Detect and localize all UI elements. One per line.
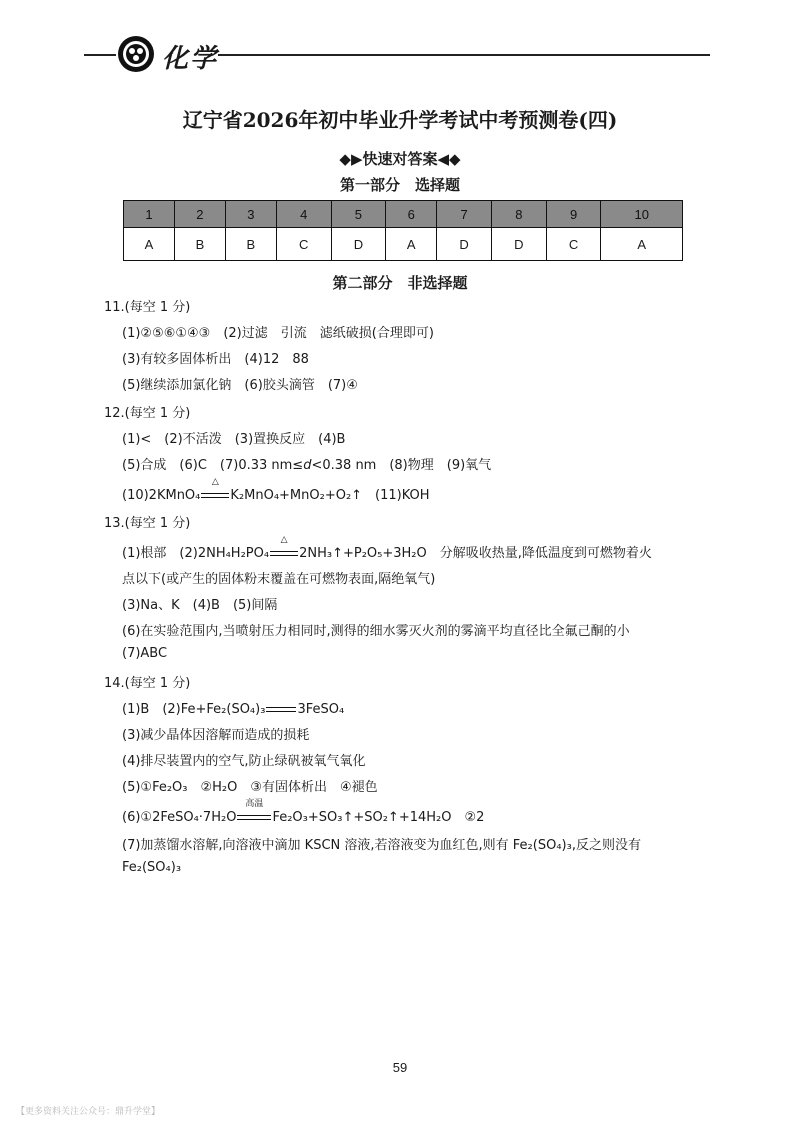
reaction-condition: 高温 [245, 799, 264, 809]
answer-cell: D [331, 228, 386, 261]
page-title: 辽宁省2026年初中毕业升学考试中考预测卷(四) [182, 108, 618, 132]
q11-label: 11.(每空 1 分) [104, 300, 191, 315]
equals-sign-icon [201, 493, 229, 498]
question-number: 9 [546, 201, 601, 228]
q12-line2-part-b: <0.38 nm (8)物理 (9)氧气 [311, 458, 492, 473]
q14-eq2-left: (6)①2FeSO₄·7H₂O [122, 810, 237, 825]
q12-line2-part-a: (5)合成 (6)C (7)0.33 nm≤ [122, 458, 304, 473]
answer-cell: D [437, 228, 492, 261]
subject-label: 化学 [162, 44, 219, 74]
q11-line: (3)有较多固体析出 (4)12 88 [122, 352, 309, 367]
q12-eq-left: (10)2KMnO₄ [122, 488, 201, 503]
q12-line: (1)< (2)不活泼 (3)置换反应 (4)B [122, 432, 346, 447]
question-number: 7 [437, 201, 492, 228]
answer-cell: A [601, 228, 683, 261]
footer-note: 【更多资料关注公众号：鼎升学堂】 [16, 1107, 161, 1117]
q14-label: 14.(每空 1 分) [104, 676, 191, 691]
answer-cell: C [546, 228, 601, 261]
q13-line: (6)在实验范围内,当喷射压力相同时,测得的细水雾灭火剂的雾滴平均直径比全氟己酮的小 [122, 624, 630, 639]
q13-equation-line [122, 535, 652, 561]
answer-cell: D [491, 228, 546, 261]
question-number: 6 [386, 201, 437, 228]
q13-eq-right: 2NH₃↑+P₂O₅+3H₂O 分解吸收热量,降低温度到可燃物着火 [299, 546, 652, 561]
reaction-arrow [269, 535, 299, 561]
header-rule-right [218, 54, 710, 56]
reaction-arrow [236, 799, 272, 825]
q11-line: (5)继续添加氯化钠 (6)胶头滴管 (7)④ [122, 378, 358, 393]
equals-sign-icon [270, 551, 298, 556]
quick-answer-heading: ◆▶快速对答案◀◆ [339, 150, 461, 168]
q14-line: (7)加蒸馏水溶解,向溶液中滴加 KSCN 溶液,若溶液变为血红色,则有 Fe₂(SO₄)₃,反之则没有 [122, 838, 641, 853]
q14-line: (5)①Fe₂O₃ ②H₂O ③有固体析出 ④褪色 [122, 780, 378, 795]
q14-line: Fe₂(SO₄)₃ [122, 860, 182, 875]
q12-line [122, 454, 491, 473]
question-number: 10 [601, 201, 683, 228]
q14-equation-line [122, 698, 344, 717]
answer-cell: A [124, 228, 175, 261]
question-number: 4 [276, 201, 331, 228]
q13-eq-left: (1)根部 (2)2NH₄H₂PO₄ [122, 546, 270, 561]
q14-line: (3)减少晶体因溶解而造成的损耗 [122, 728, 310, 743]
part1-heading: 第一部分 选择题 [339, 176, 460, 194]
reaction-condition: △ [211, 477, 219, 487]
q14-eq-right: 3FeSO₄ [297, 702, 345, 717]
equals-sign-icon [237, 815, 271, 820]
q12-label: 12.(每空 1 分) [104, 406, 191, 421]
header-rule-left [84, 54, 116, 56]
answer-cell: C [276, 228, 331, 261]
q14-equation-line [122, 799, 485, 825]
q11-line: (1)②⑤⑥①④③ (2)过滤 引流 滤纸破损(合理即可) [122, 326, 434, 341]
question-number: 8 [491, 201, 546, 228]
variable-d: d [303, 458, 312, 473]
question-number: 2 [174, 201, 225, 228]
answer-table-answer-row [124, 228, 683, 261]
answer-table [123, 200, 683, 261]
question-number: 5 [331, 201, 386, 228]
q13-line: (7)ABC [122, 646, 168, 661]
q12-eq-right: K₂MnO₄+MnO₂+O₂↑ (11)KOH [230, 488, 430, 503]
question-number: 3 [225, 201, 276, 228]
answer-cell: B [174, 228, 225, 261]
question-number: 1 [124, 201, 175, 228]
answer-cell: A [386, 228, 437, 261]
part2-heading: 第二部分 非选择题 [332, 274, 468, 292]
q13-line: (3)Na、K (4)B (5)间隔 [122, 598, 278, 613]
equals-sign-icon [266, 707, 296, 712]
q13-label: 13.(每空 1 分) [104, 516, 191, 531]
page-number: 59 [392, 1060, 408, 1075]
q13-line: 点以下(或产生的固体粉末覆盖在可燃物表面,隔绝氧气) [122, 572, 436, 587]
q14-eq-left: (1)B (2)Fe+Fe₂(SO₄)₃ [122, 702, 266, 717]
chemistry-logo-icon [116, 34, 156, 74]
q12-equation-line [122, 477, 430, 503]
reaction-condition: △ [280, 535, 288, 545]
answer-cell: B [225, 228, 276, 261]
q14-eq2-right: Fe₂O₃+SO₃↑+SO₂↑+14H₂O ②2 [272, 810, 485, 825]
reaction-arrow [200, 477, 230, 503]
q14-line: (4)排尽装置内的空气,防止绿矾被氧气氧化 [122, 754, 366, 769]
answer-table-number-row [124, 201, 683, 228]
page-header [0, 28, 800, 78]
